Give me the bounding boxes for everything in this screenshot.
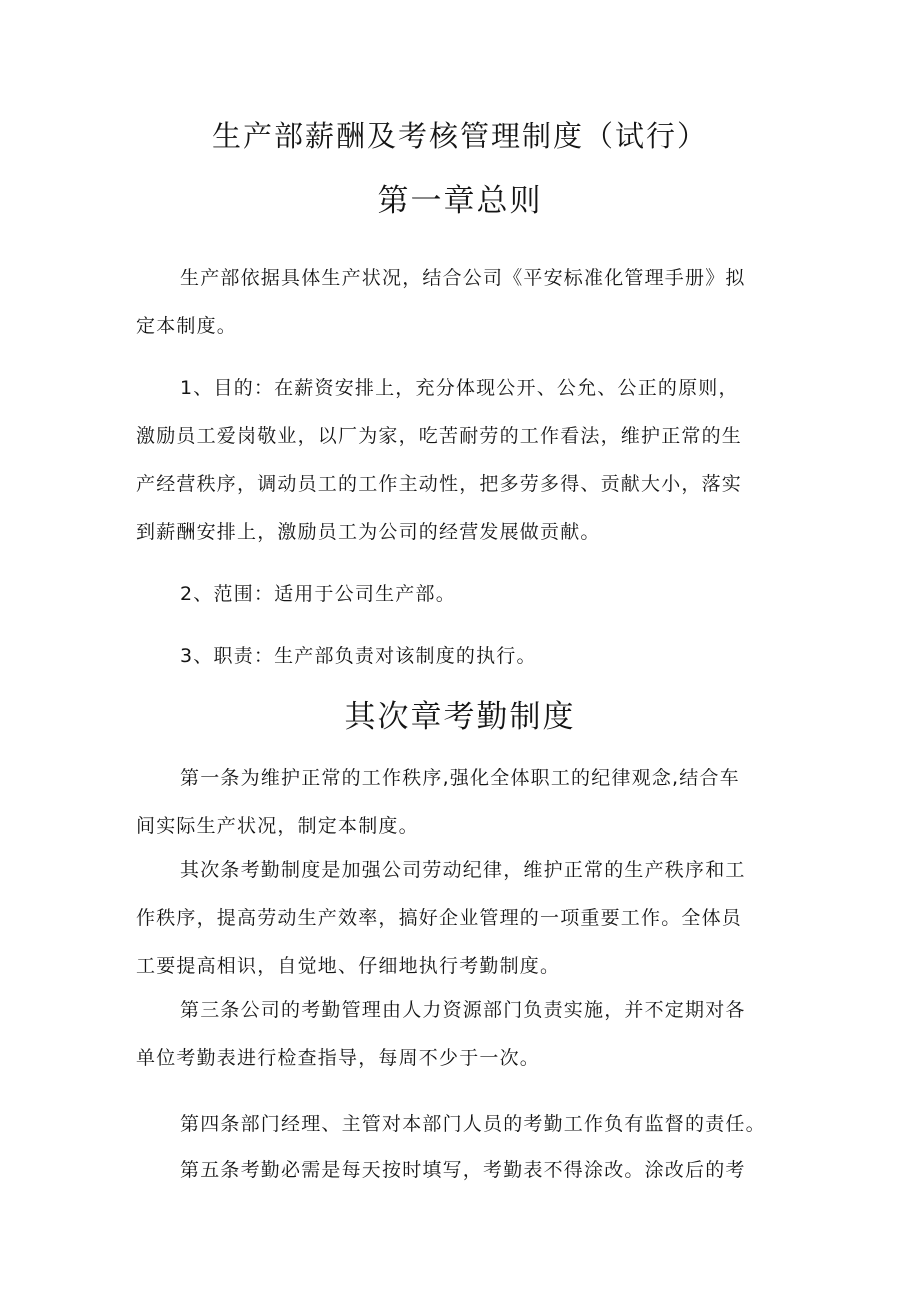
paragraph-line: 工要提高相识，自觉地、仔细地执行考勤制度。 xyxy=(136,955,561,977)
paragraph-line: 定本制度。 xyxy=(136,315,238,337)
paragraph-line: 到薪酬安排上，激励员工为公司的经营发展做贡献。 xyxy=(136,521,601,543)
responsibility-paragraph xyxy=(136,632,786,680)
paragraph-line: 产经营秩序，调动员工的工作主动性，把多劳多得、贡献大小，落实 xyxy=(136,473,743,495)
paragraph-line: 第三条公司的考勤管理由人力资源部门负责实施，并不定期对各 xyxy=(180,999,746,1021)
chapter-1-heading: 第一章总则 xyxy=(377,183,543,219)
paragraph-line: 作秩序，提高劳动生产效率，搞好企业管理的一项重要工作。全体员 xyxy=(136,907,743,929)
article-2-paragraph xyxy=(136,846,786,990)
paragraph-line: 第一条为维护正常的工作秩序,强化全体职工的纪律观念,结合车 xyxy=(180,767,740,789)
paragraph-line: 其次条考勤制度是加强公司劳动纪律，维护正常的生产秩序和工 xyxy=(180,859,746,881)
scope-paragraph xyxy=(136,570,786,618)
chapter-2-heading: 其次章考勤制度 xyxy=(344,699,576,735)
paragraph-line: 间实际生产状况，制定本制度。 xyxy=(136,815,419,837)
article-3-paragraph xyxy=(136,986,786,1082)
purpose-paragraph xyxy=(136,364,786,556)
paragraph-line: 单位考勤表进行检查指导，每周不少于一次。 xyxy=(136,1047,541,1069)
paragraph-line: 3、职责：生产部负责对该制度的执行。 xyxy=(180,645,537,667)
paragraph-line: 2、范围：适用于公司生产部。 xyxy=(180,583,456,605)
article-1-paragraph xyxy=(136,754,786,850)
document-title: 生产部薪酬及考核管理制度（试行） xyxy=(211,119,708,153)
paragraph-line: 生产部依据具体生产状况，结合公司《平安标准化管理手册》拟 xyxy=(180,267,746,289)
chapter-1-intro-paragraph xyxy=(136,254,786,350)
paragraph-line: 激励员工爱岗敬业，以厂为家，吃苦耐劳的工作看法，维护正常的生 xyxy=(136,425,743,447)
paragraph-line: 1、目的：在薪资安排上，充分体现公开、公允、公正的原则， xyxy=(180,377,739,399)
paragraph-line: 第四条部门经理、主管对本部门人员的考勤工作负有监督的责任。 xyxy=(180,1113,766,1135)
article-4-paragraph xyxy=(136,1100,786,1148)
paragraph-line: 第五条考勤必需是每天按时填写，考勤表不得涂改。涂改后的考 xyxy=(180,1159,746,1181)
article-5-paragraph xyxy=(136,1146,786,1194)
